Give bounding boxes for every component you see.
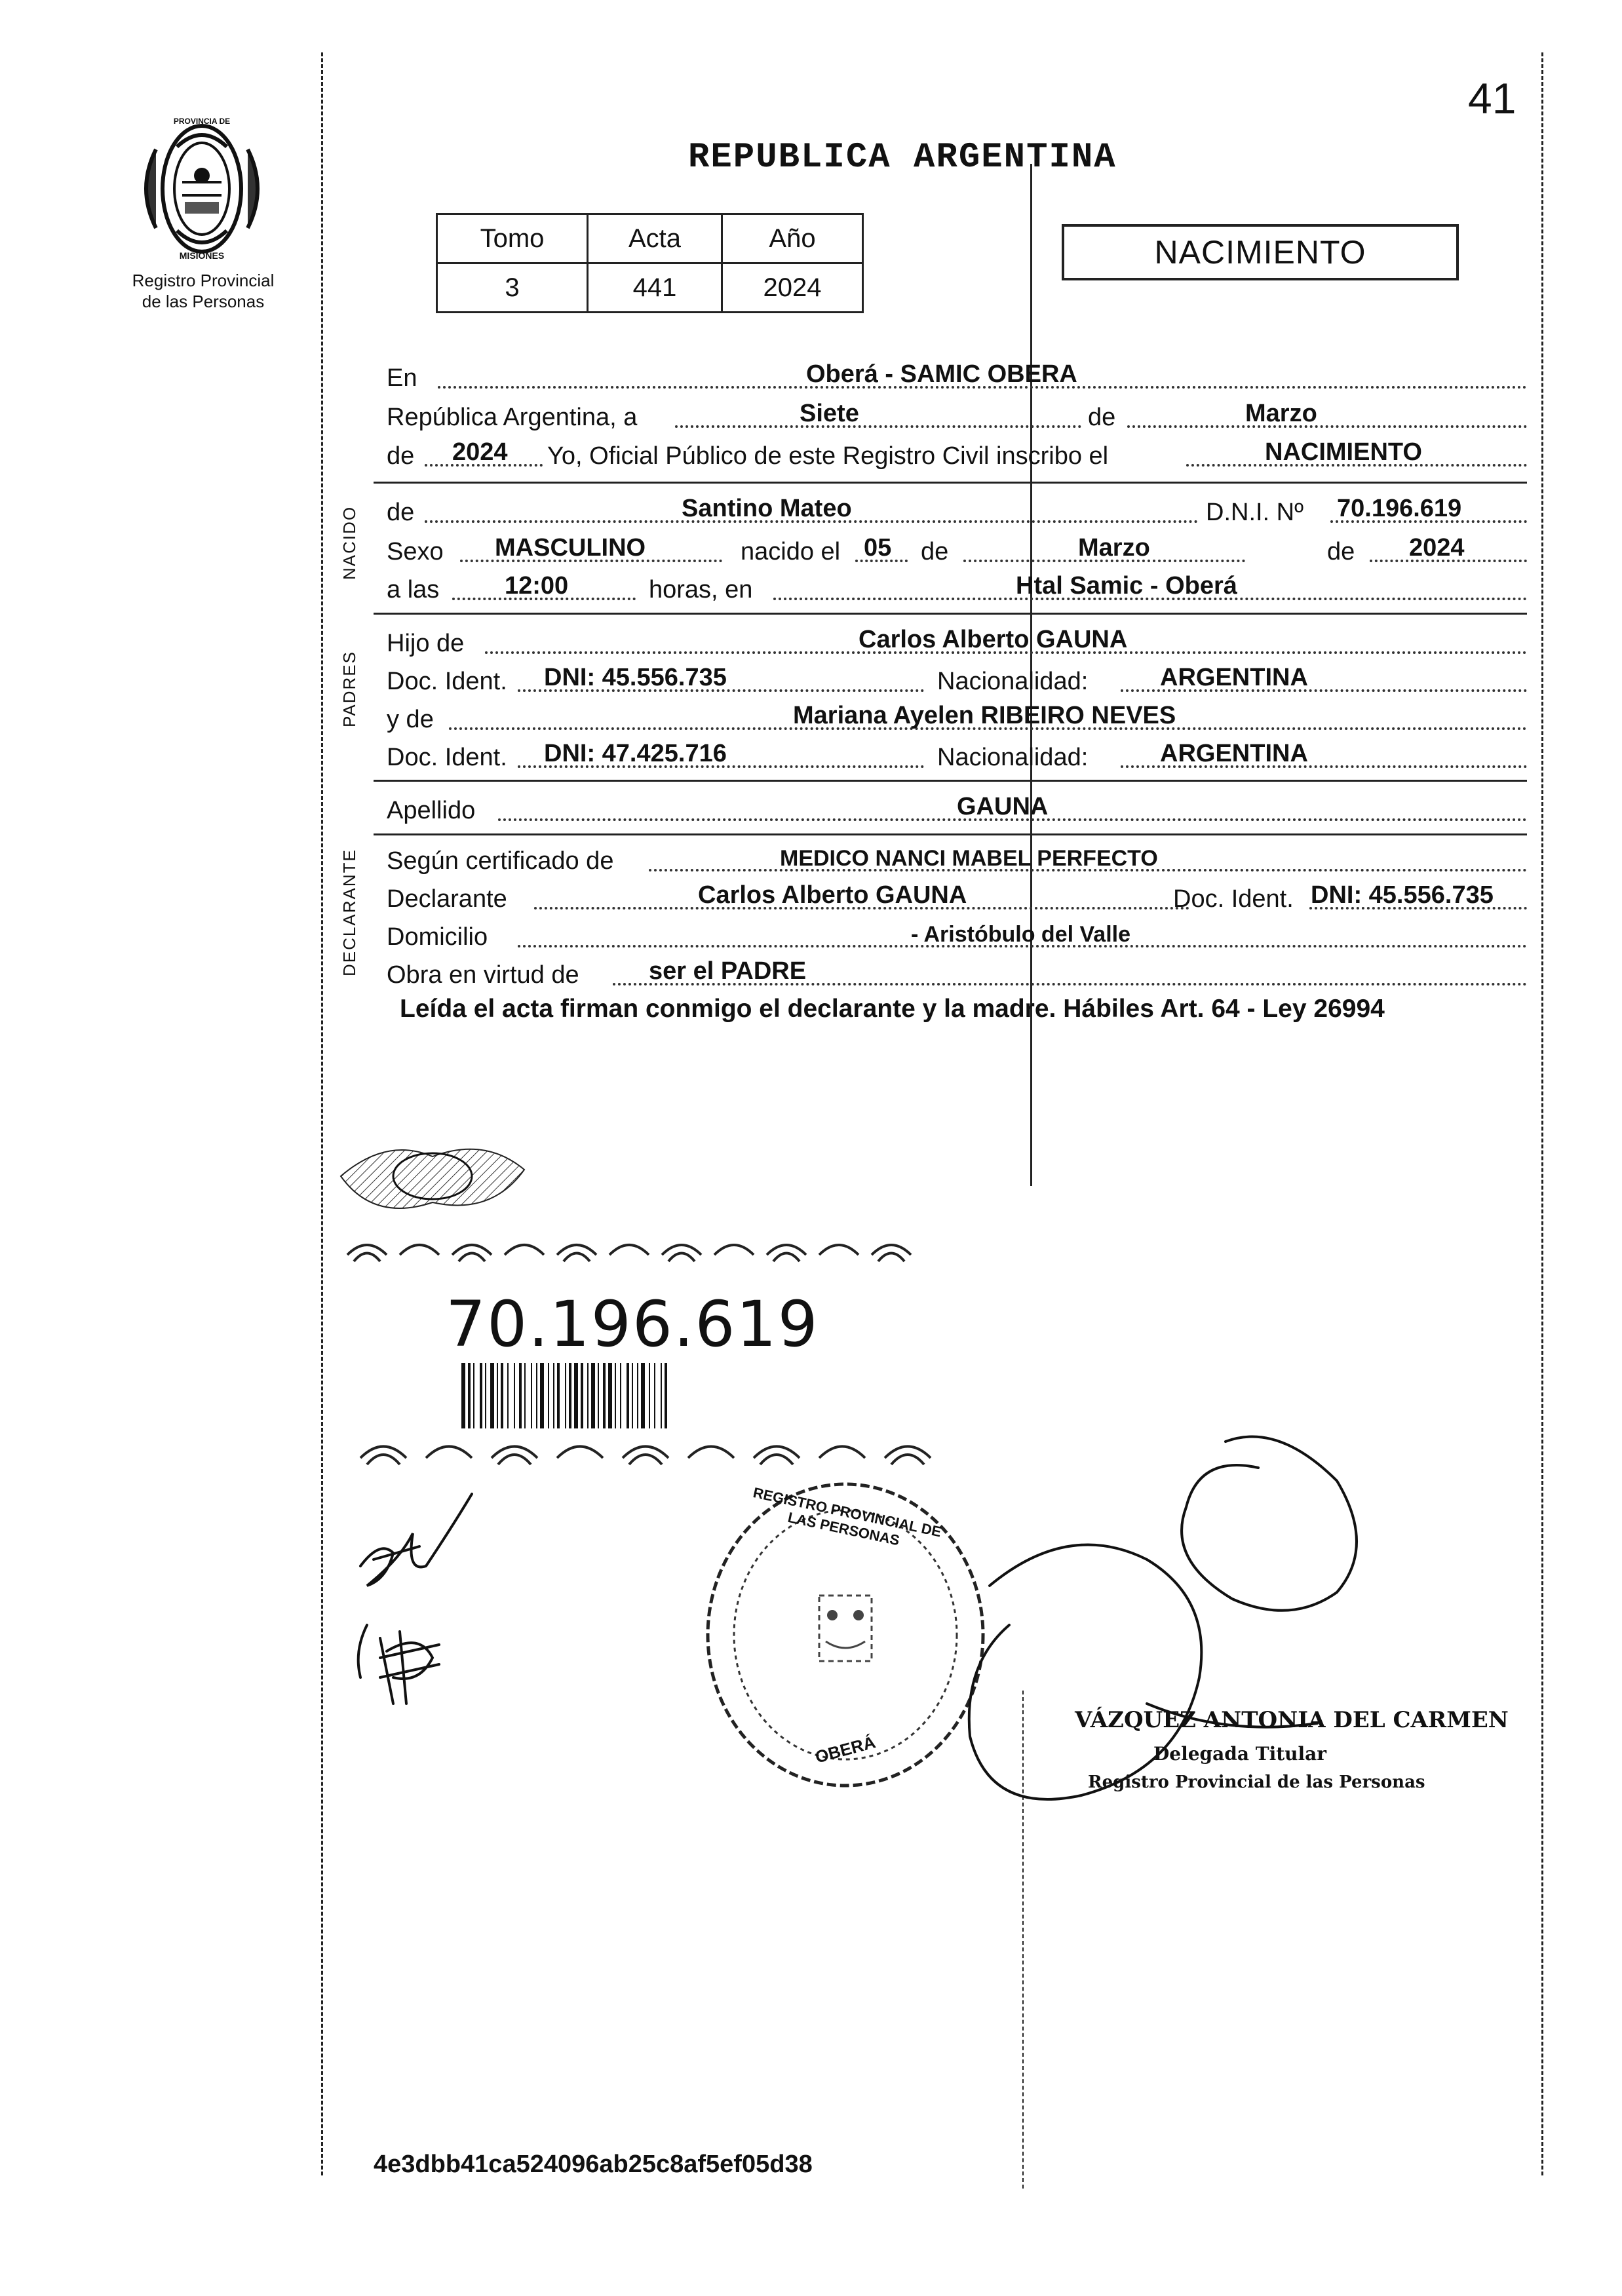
label-de: de [387,442,415,470]
label-nacionalidad: Nacionalidad: [937,744,1089,771]
section-rule [374,780,1527,782]
section-rule [374,613,1527,615]
label-en: En [387,364,417,392]
barcode-bar [661,1363,662,1428]
side-label-declarante: DECLARANTE [339,849,359,976]
province-logo [117,110,287,267]
barcode-bar [531,1363,532,1428]
signature-stamp-name: VÁZQUEZ ANTONIA DEL CARMEN [1075,1707,1509,1733]
row-madre [387,698,1527,737]
acta-table [436,213,864,313]
row-padre [387,622,1527,660]
label-alas: a las [387,576,440,603]
page-number: 41 [1468,74,1516,123]
value-madre-nac: ARGENTINA [1160,740,1308,767]
acta-table-cell-ano: 2024 [722,263,863,313]
value-lugar: Htal Samic - Oberá [1016,572,1237,600]
barcode-bar [519,1363,522,1428]
label-declarante: Declarante [387,885,507,913]
barcode-bar [598,1363,599,1428]
barcode-bar [587,1363,589,1428]
value-inscribo: NACIMIENTO [1265,438,1422,466]
right-margin-line [1541,52,1543,2175]
seal-text-top: PROVINCIA DE [173,117,231,126]
closing-statement: Leída el acta firman conmigo el declarante y la madre. Hábiles Art. 64 - Ley 26994 [400,995,1385,1023]
barcode-bar [574,1363,578,1428]
document-type-box: NACIMIENTO [1062,224,1459,280]
barcode-bar [627,1363,629,1428]
value-dia: Siete [800,400,859,427]
barcode-bar [473,1363,474,1428]
barcode-bar [641,1363,645,1428]
value-obra: ser el PADRE [649,957,807,985]
barcode-bar [615,1363,616,1428]
side-label-padres: PADRES [339,651,359,727]
value-nombre: Santino Mateo [682,495,852,522]
row-hora [387,569,1527,607]
acta-table-cell-acta: 441 [588,263,722,313]
label-obra: Obra en virtud de [387,961,579,989]
value-padre: Carlos Alberto GAUNA [859,626,1128,653]
barcode-bar [548,1363,549,1428]
barcode-bar [565,1363,566,1428]
section-rule [374,482,1527,484]
barcode-bar [620,1363,621,1428]
label-nombre: de [387,499,415,526]
barcode [459,1363,754,1428]
barcode-bar [501,1363,503,1428]
row-obra [387,954,1527,992]
row-domicilio [387,916,1527,954]
row-inscribo [387,435,1527,473]
value-madre-doc: DNI: 47.425.716 [544,740,727,767]
barcode-bar [514,1363,515,1428]
barcode-bar [461,1363,465,1428]
barcode-bar [649,1363,650,1428]
signature-stamp-role: Delegada Titular [1153,1743,1327,1765]
security-wave-band-top [341,1225,931,1271]
section-rule [374,833,1527,835]
label-de: de [1088,404,1116,431]
barcode-bar [608,1363,612,1428]
value-padre-nac: ARGENTINA [1160,664,1308,691]
barcode-bar [507,1363,509,1428]
logo-caption-line2: de las Personas [142,292,265,311]
label-domicilio: Domicilio [387,923,488,951]
acta-table-header: Año [722,214,863,263]
acta-table-cell-tomo: 3 [437,263,588,313]
acta-table-value-row [437,263,863,313]
value-apellido: GAUNA [957,793,1049,820]
acta-table-header: Tomo [437,214,588,263]
label-hijo: Hijo de [387,630,465,657]
label-oficial: Yo, Oficial Público de este Registro Civil inscribo el [547,442,1109,470]
row-en [387,357,1527,395]
security-guilloche [334,1137,531,1222]
value-nacido-ano: 2024 [1409,534,1465,562]
row-declarante [387,878,1527,916]
label-nacionalidad: Nacionalidad: [937,668,1089,695]
row-sexo [387,531,1527,569]
value-ano: 2024 [452,438,508,466]
label-apellido: Apellido [387,797,476,824]
label-doc-ident: Doc. Ident. [1173,885,1294,913]
acta-table-header: Acta [588,214,722,263]
document-hash: 4e3dbb41ca524096ab25c8af5ef05d38 [374,2151,813,2178]
value-mes: Marzo [1245,400,1317,427]
label-doc-ident: Doc. Ident. [387,668,507,695]
barcode-bar [480,1363,482,1428]
row-nombre [387,491,1527,529]
value-hora: 12:00 [505,572,569,600]
value-declarante: Carlos Alberto GAUNA [698,881,967,909]
row-fecha [387,396,1527,434]
side-label-nacido: NACIDO [339,505,359,580]
label-sexo: Sexo [387,538,444,565]
value-padre-doc: DNI: 45.556.735 [544,664,727,691]
value-declarante-doc: DNI: 45.556.735 [1311,881,1494,909]
value-en: Oberá - SAMIC OBERA [806,360,1077,388]
barcode-bar [557,1363,560,1428]
logo-caption [98,270,308,312]
barcode-number: 70.196.619 [446,1288,819,1361]
seal-bottom-text: OBERÁ [813,1732,878,1767]
barcode-bar [524,1363,526,1428]
barcode-bar [553,1363,554,1428]
seal-ring-text: REGISTRO PROVINCIAL DE LAS PERSONAS [751,1484,943,1549]
barcode-bar [665,1363,667,1428]
label-de: de [921,538,949,565]
label-nacido: nacido el [741,538,841,565]
barcode-bar [569,1363,571,1428]
barcode-bar [591,1363,595,1428]
dotted-leader [675,425,1081,428]
logo-caption-line1: Registro Provincial [132,271,275,290]
barcode-bar [490,1363,494,1428]
acta-table-header-row [437,214,863,263]
page-title: REPUBLICA ARGENTINA [688,138,1117,178]
label-horas: horas, en [649,576,753,603]
row-certificado [387,840,1527,878]
barcode-bar [632,1363,633,1428]
signature-stamp-office: Registro Provincial de las Personas [1088,1772,1425,1792]
barcode-bar [637,1363,638,1428]
barcode-bar [468,1363,471,1428]
handwritten-initials [341,1481,498,1743]
value-nacido-mes: Marzo [1078,534,1150,562]
value-sexo: MASCULINO [495,534,646,562]
label-yde: y de [387,706,434,733]
label-dni: D.N.I. Nº [1206,499,1303,526]
value-certificado: MEDICO NANCI MABEL PERFECTO [780,846,1158,871]
barcode-bar [540,1363,544,1428]
barcode-bar [485,1363,486,1428]
row-apellido [387,790,1527,828]
barcode-bar [603,1363,606,1428]
value-madre: Mariana Ayelen RIBEIRO NEVES [793,702,1176,729]
province-seal-icon [117,110,287,267]
value-dni: 70.196.619 [1337,495,1462,522]
value-domicilio: - Aristóbulo del Valle [911,922,1131,947]
row-padre-doc [387,660,1527,698]
row-madre-doc [387,737,1527,775]
left-margin-line [321,52,323,2175]
barcode-bar [497,1363,498,1428]
dotted-leader [1127,425,1527,428]
label-republica: República Argentina, a [387,404,638,431]
label-certificado: Según certificado de [387,847,614,875]
value-nacido-dia: 05 [864,534,892,562]
barcode-bar [654,1363,655,1428]
barcode-bar [536,1363,537,1428]
seal-text-bottom: MISIONES [179,250,225,261]
label-doc-ident: Doc. Ident. [387,744,507,771]
label-de: de [1327,538,1355,565]
barcode-bar [581,1363,583,1428]
